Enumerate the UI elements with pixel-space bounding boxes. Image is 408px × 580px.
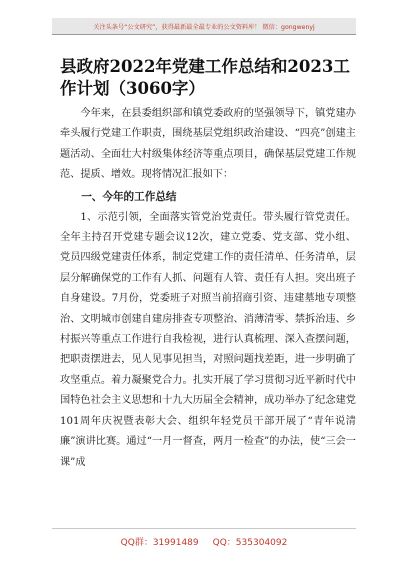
- intro-paragraph: 今年来，在县委组织部和镇党委政府的坚强领导下，镇党建办牵头履行党建工作职责，围绕基层党组织政治建设、“四亮”创建主题活动、全面壮大村级集体经济等重点项目，确保基层党建工作规范、提质、增效。现将情况汇报如下：: [60, 108, 356, 181]
- header-divider: [52, 34, 356, 35]
- section-paragraph: 1、示范引领，全面落实管党治党责任。带头履行管党责任。全年主持召开党建专题会议12次，建立党委、党支部、党小组、党员四级党建责任体系，制定党建工作的责任清单、任务清单，层层分解确保党的工作有人抓、问题有人管、责任有人担。突出班子自身建设。7月份，党委班子对照当前招商引资、违建墓地专项整治、文明城市创建自建房排查专项整治、消薄清零、禁拆治违、乡村振兴等重点工作进行自我检视，进行认真梳理、深入查摆问题，把职责摆进去，见人见事见担当，对照问题找差距，进一步明确了攻坚重点。着力凝聚党合力。扎实开展了学习贯彻习近平新时代中国特色社会主义思想和十九大历届全会精神，成功举办了纪念建党101周年庆祝暨表彰大会、组织年轻党员干部开展了“青年说清廉”演讲比赛。通过“一月一督查，两月一检查”的办法，使“三会一课”成: [60, 211, 356, 468]
- document-body: [60, 104, 356, 473]
- promo-banner-text: 关注头条号“公文研究”，获得最新最全最专业的公文资料库！ 微信：gongwenyj: [93, 23, 315, 31]
- section-heading: 一、今年的工作总结: [81, 190, 177, 203]
- footer-qq-group: QQ群：31991489: [120, 538, 199, 548]
- document-title: 县政府2022年党建工作总结和2023工作计划（3060字）: [60, 57, 350, 98]
- footer-divider: [52, 528, 356, 529]
- page-footer: [52, 535, 356, 548]
- footer-qq-contact: QQ：535304092: [212, 538, 288, 548]
- promo-banner: [52, 18, 356, 34]
